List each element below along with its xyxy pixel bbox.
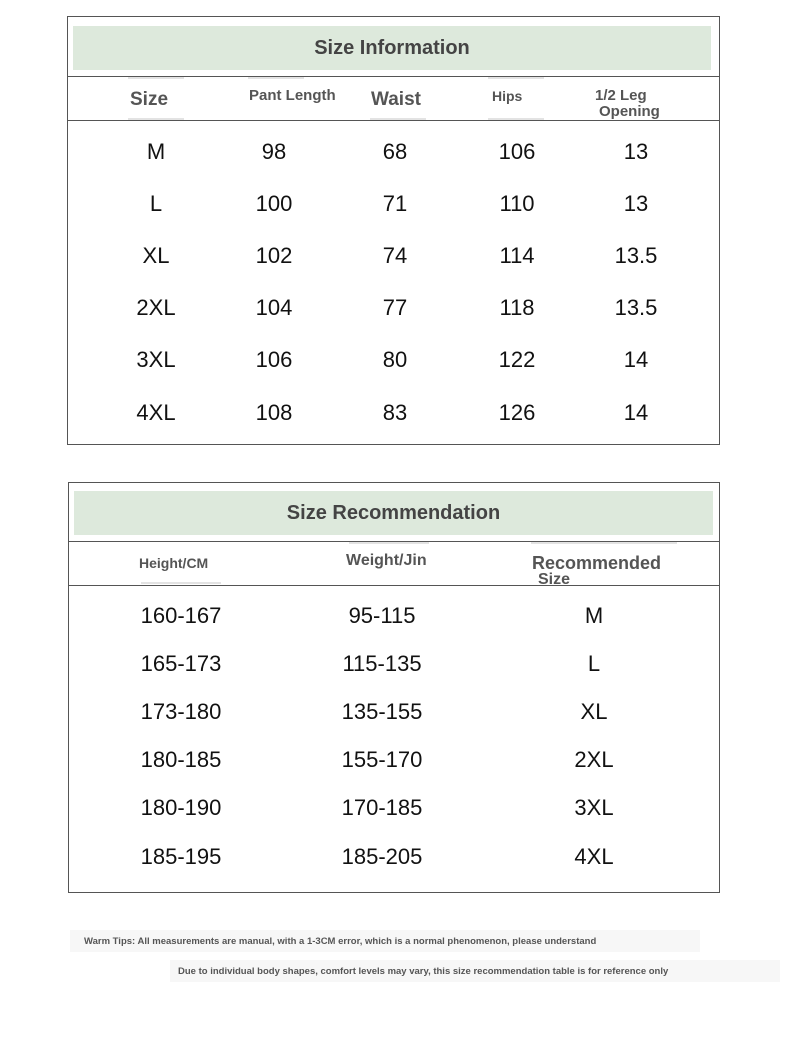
header-height: Height/CM xyxy=(139,555,209,571)
cell-size: L xyxy=(149,191,163,216)
cell-weight: 115-135 xyxy=(342,651,422,676)
header-leg-opening-line1: 1/2 Leg xyxy=(595,87,647,104)
cell-waist: 71 xyxy=(382,191,408,216)
cell-pant-length: 104 xyxy=(255,295,293,320)
cell-leg-opening: 14 xyxy=(623,400,649,425)
cell-pant-length: 106 xyxy=(255,347,293,372)
cell-hips: 106 xyxy=(498,139,536,164)
cell-size: M xyxy=(146,139,166,164)
reference-note-text: Due to individual body shapes, comfort levels may vary, this size recommendation table is for reference only xyxy=(178,966,669,977)
cell-waist: 80 xyxy=(382,347,408,372)
cell-recommended-size: L xyxy=(587,651,601,676)
header-recommended-size-line2: Size xyxy=(538,571,571,588)
cell-weight: 135-155 xyxy=(341,699,423,724)
cell-weight: 170-185 xyxy=(341,795,423,820)
size-recommendation-title: Size Recommendation xyxy=(74,491,713,535)
header-accent xyxy=(488,77,544,79)
cell-recommended-size: 2XL xyxy=(574,747,614,772)
cell-leg-opening: 14 xyxy=(623,347,649,372)
cell-recommended-size: 4XL xyxy=(574,844,614,869)
cell-recommended-size: 3XL xyxy=(574,795,614,820)
cell-height: 165-173 xyxy=(140,651,222,676)
cell-pant-length: 102 xyxy=(255,243,293,268)
cell-waist: 77 xyxy=(382,295,408,320)
cell-hips: 110 xyxy=(499,191,535,216)
header-bottom-divider xyxy=(68,120,719,121)
cell-waist: 68 xyxy=(382,139,408,164)
header-pant-length: Pant Length xyxy=(249,87,336,104)
size-information-title: Size Information xyxy=(73,26,711,70)
header-waist: Waist xyxy=(371,89,421,110)
cell-hips: 114 xyxy=(499,243,535,268)
cell-height: 173-180 xyxy=(140,699,222,724)
cell-weight: 185-205 xyxy=(341,844,423,869)
header-hips: Hips xyxy=(492,88,523,104)
cell-leg-opening: 13 xyxy=(623,139,649,164)
cell-recommended-size: XL xyxy=(580,699,608,724)
cell-height: 185-195 xyxy=(140,844,222,869)
cell-pant-length: 98 xyxy=(261,139,287,164)
cell-pant-length: 108 xyxy=(255,400,293,425)
cell-height: 180-190 xyxy=(140,795,222,820)
header-accent xyxy=(488,118,544,120)
cell-hips: 126 xyxy=(498,400,536,425)
cell-waist: 74 xyxy=(382,243,408,268)
header-accent xyxy=(128,77,184,79)
header-recommended-size-line1: Recommended xyxy=(532,553,662,573)
size-recommendation-table xyxy=(68,482,720,893)
cell-hips: 118 xyxy=(499,295,535,320)
header-weight: Weight/Jin xyxy=(346,552,427,569)
cell-height: 180-185 xyxy=(140,747,222,772)
header-accent xyxy=(128,118,184,120)
cell-height: 160-167 xyxy=(140,603,222,628)
header-accent xyxy=(248,77,304,79)
header-bottom-divider xyxy=(69,585,719,586)
cell-recommended-size: M xyxy=(584,603,604,628)
cell-weight: 155-170 xyxy=(341,747,423,772)
cell-size: XL xyxy=(142,243,170,268)
size-information-table xyxy=(67,16,720,445)
header-accent xyxy=(370,118,426,120)
cell-weight: 95-115 xyxy=(348,603,416,628)
header-accent xyxy=(531,542,677,544)
cell-leg-opening: 13 xyxy=(623,191,649,216)
cell-size: 3XL xyxy=(136,347,176,372)
cell-leg-opening: 13.5 xyxy=(614,243,658,268)
header-accent xyxy=(141,582,221,584)
cell-size: 4XL xyxy=(136,400,176,425)
header-leg-opening-line2: Opening xyxy=(599,103,660,120)
cell-leg-opening: 13.5 xyxy=(614,295,658,320)
cell-hips: 122 xyxy=(498,347,536,372)
header-accent xyxy=(349,542,429,544)
cell-pant-length: 100 xyxy=(255,191,293,216)
cell-size: 2XL xyxy=(136,295,176,320)
warm-tips-text: Warm Tips: All measurements are manual, with a 1-3CM error, which is a normal phenomenon, please understand xyxy=(84,936,597,947)
header-size: Size xyxy=(130,89,169,110)
cell-waist: 83 xyxy=(382,400,408,425)
